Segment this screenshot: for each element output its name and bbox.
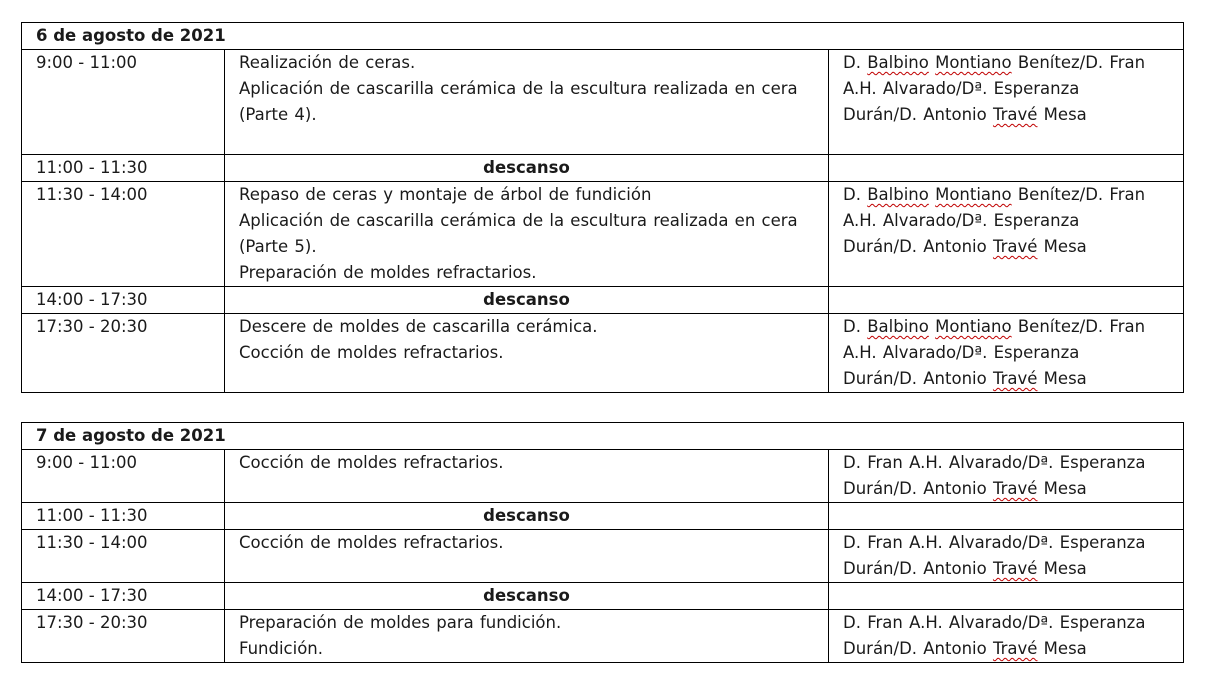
table-row (22, 610, 1184, 663)
activity-line: (Parte 4). (239, 105, 317, 124)
staff-cell (829, 314, 1184, 393)
staff-line: D. Fran A.H. Alvarado/Dª. Esperanza (843, 613, 1146, 632)
time-cell: 11:30 - 14:00 (22, 182, 225, 287)
empty-cell (829, 287, 1184, 314)
staff-line: Durán/D. Antonio Travé Mesa (843, 479, 1087, 498)
staff-line: Durán/D. Antonio Travé Mesa (843, 237, 1087, 256)
empty-cell (829, 155, 1184, 182)
staff-cell (829, 50, 1184, 155)
table-row (22, 314, 1184, 393)
staff-line: D. Balbino Montiano Benítez/D. Fran (843, 185, 1146, 204)
break-row (22, 583, 1184, 610)
break-label: descanso (225, 503, 829, 530)
schedule-table-day2 (21, 422, 1184, 663)
time-cell: 11:30 - 14:00 (22, 530, 225, 583)
activity-cell (225, 50, 829, 155)
activity-line: Realización de ceras. (239, 53, 416, 72)
time-cell: 9:00 - 11:00 (22, 450, 225, 503)
staff-line: D. Fran A.H. Alvarado/Dª. Esperanza (843, 533, 1146, 552)
break-label: descanso (225, 155, 829, 182)
time-cell: 9:00 - 11:00 (22, 50, 225, 155)
staff-cell (829, 450, 1184, 503)
table-row (22, 50, 1184, 155)
time-cell: 14:00 - 17:30 (22, 583, 225, 610)
time-cell: 11:00 - 11:30 (22, 503, 225, 530)
staff-line: A.H. Alvarado/Dª. Esperanza (843, 211, 1080, 230)
staff-line: Durán/D. Antonio Travé Mesa (843, 559, 1087, 578)
staff-line: D. Fran A.H. Alvarado/Dª. Esperanza (843, 453, 1146, 472)
staff-line: Durán/D. Antonio Travé Mesa (843, 639, 1087, 658)
activity-line: Aplicación de cascarilla cerámica de la escultura realizada en cera (239, 79, 798, 98)
staff-line: A.H. Alvarado/Dª. Esperanza (843, 343, 1080, 362)
activity-line: Cocción de moldes refractarios. (239, 533, 504, 552)
table-row (22, 182, 1184, 287)
activity-line: (Parte 5). (239, 237, 317, 256)
empty-cell (829, 503, 1184, 530)
break-label: descanso (225, 287, 829, 314)
activity-cell (225, 610, 829, 663)
date-heading: 6 de agosto de 2021 (22, 23, 1184, 50)
break-label: descanso (225, 583, 829, 610)
activity-line: Descere de moldes de cascarilla cerámica. (239, 317, 598, 336)
time-cell: 14:00 - 17:30 (22, 287, 225, 314)
activity-cell (225, 182, 829, 287)
activity-line: Aplicación de cascarilla cerámica de la escultura realizada en cera (239, 211, 798, 230)
break-row (22, 155, 1184, 182)
staff-line: Durán/D. Antonio Travé Mesa (843, 369, 1087, 388)
staff-line: D. Balbino Montiano Benítez/D. Fran (843, 53, 1146, 72)
empty-cell (829, 583, 1184, 610)
activity-line: Preparación de moldes refractarios. (239, 263, 537, 282)
time-cell: 17:30 - 20:30 (22, 314, 225, 393)
staff-cell (829, 182, 1184, 287)
activity-line: Cocción de moldes refractarios. (239, 343, 504, 362)
date-header-row (22, 23, 1184, 50)
date-header-row (22, 423, 1184, 450)
staff-line: Durán/D. Antonio Travé Mesa (843, 105, 1087, 124)
activity-cell (225, 530, 829, 583)
table-row (22, 530, 1184, 583)
table-row (22, 450, 1184, 503)
activity-line: Repaso de ceras y montaje de árbol de fundición (239, 185, 652, 204)
activity-line: Fundición. (239, 639, 324, 658)
staff-cell (829, 610, 1184, 663)
break-row (22, 287, 1184, 314)
break-row (22, 503, 1184, 530)
activity-cell (225, 314, 829, 393)
time-cell: 17:30 - 20:30 (22, 610, 225, 663)
activity-line: Preparación de moldes para fundición. (239, 613, 562, 632)
activity-line: Cocción de moldes refractarios. (239, 453, 504, 472)
staff-line: D. Balbino Montiano Benítez/D. Fran (843, 317, 1146, 336)
activity-cell (225, 450, 829, 503)
date-heading: 7 de agosto de 2021 (22, 423, 1184, 450)
schedule-table-day1 (21, 22, 1184, 393)
staff-cell (829, 530, 1184, 583)
staff-line: A.H. Alvarado/Dª. Esperanza (843, 79, 1080, 98)
time-cell: 11:00 - 11:30 (22, 155, 225, 182)
